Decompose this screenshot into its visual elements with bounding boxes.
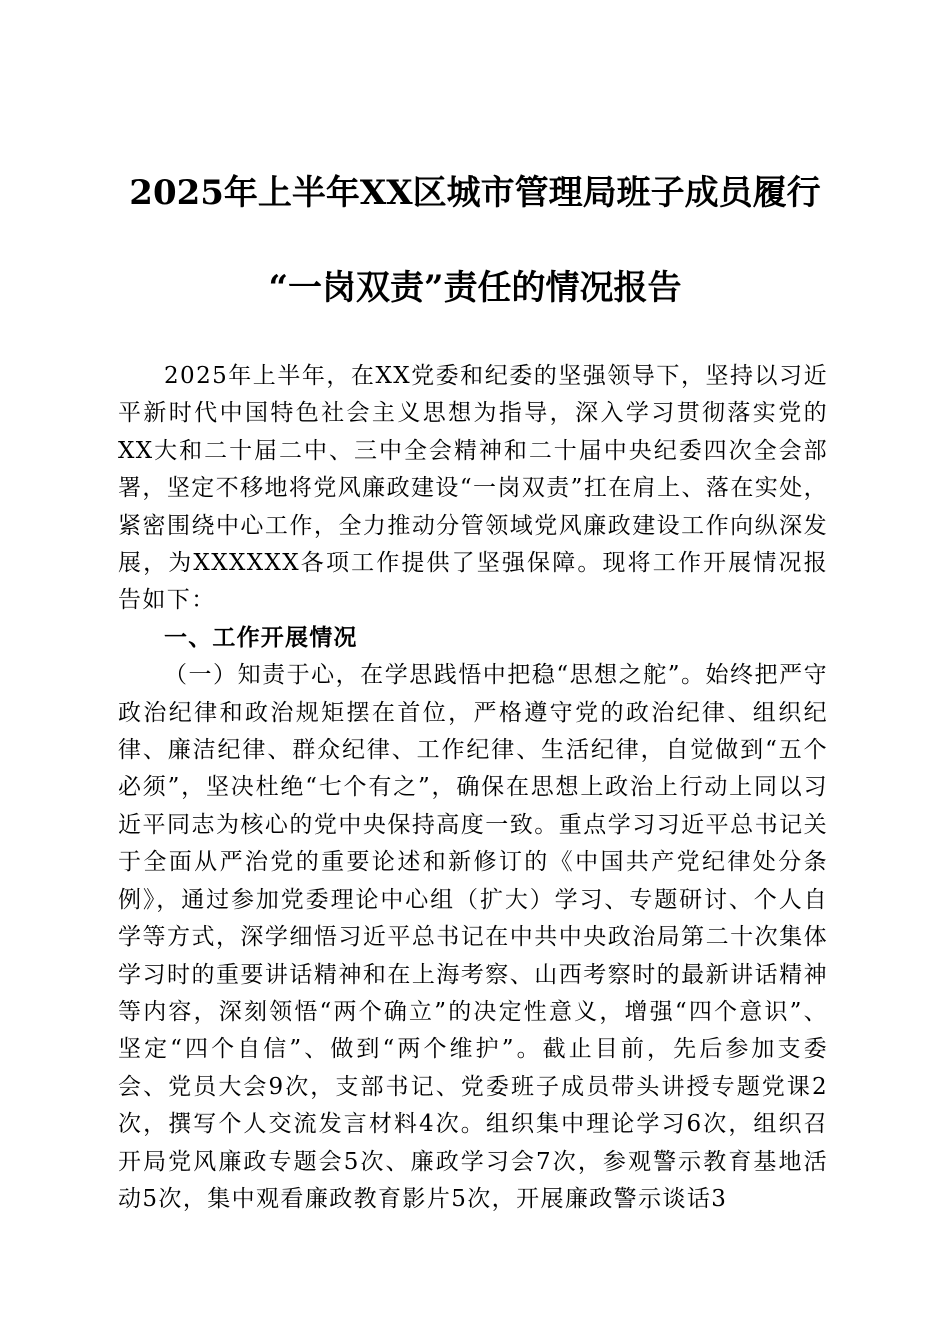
- document-title-line-2: “一岗双责”责任的情况报告: [268, 268, 682, 308]
- subsection-paragraph: （一）知责于心，在学思践悟中把稳“思想之舵”。始终把严守政治纪律和政治规矩摆在首位，严格遵守党的政治纪律、组织纪律、廉洁纪律、群众纪律、工作纪律、生活纪律，自觉做到“五个必须”，坚决杜绝“七个有之”，确保在思想上政治上行动上同以习近平同志为核心的党中央保持高度一致。重点学习习近平总书记关于全面从严治党的重要论述和新修订的《中国共产党纪律处分条例》，通过参加党委理论中心组（扩大）学习、专题研讨、个人自学等方式，深学细悟习近平总书记在中共中央政治局第二十次集体学习时的重要讲话精神和在上海考察、山西考察时的最新讲话精神等内容，深刻领悟“两个确立”的决定性意义，增强“四个意识”、坚定“四个自信”、做到“两个维护”。截止目前，先后参加支委会、党员大会9次，支部书记、党委班子成员带头讲授专题党课2次，撰写个人交流发言材料4次。组织集中理论学习6次，组织召开局党风廉政专题会5次、廉政学习会7次，参观警示教育基地活动5次，集中观看廉政教育影片5次，开展廉政警示谈话3: [118, 662, 828, 1212]
- intro-paragraph: 2025年上半年，在XX党委和纪委的坚强领导下，坚持以习近平新时代中国特色社会主义思想为指导，深入学习贯彻落实党的XX大和二十届二中、三中全会精神和二十届中央纪委四次全会部署，坚定不移地将党风廉政建设“一岗双责”扛在肩上、落在实处，紧密围绕中心工作，全力推动分管领域党风廉政建设工作向纵深发展，为XXXXXX各项工作提供了坚强保障。现将工作开展情况报告如下：: [118, 363, 828, 614]
- document-body: [118, 358, 828, 1218]
- section-heading: 一、工作开展情况: [164, 624, 358, 651]
- document-title-line-1: 2025年上半年XX区城市管理局班子成员履行: [129, 173, 821, 213]
